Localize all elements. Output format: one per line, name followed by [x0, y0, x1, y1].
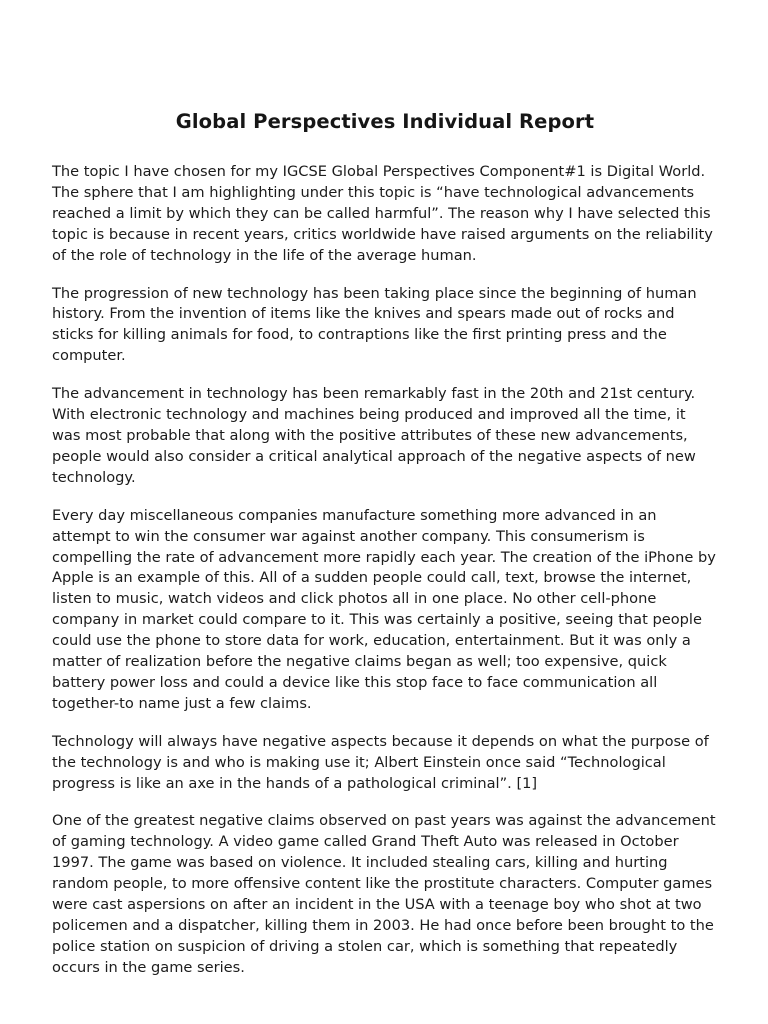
paragraph-technology-history: The progression of new technology has been taking place since the beginning of human history. From the invention of items like the knives and spears made out of rocks and sticks for killing animals for food, to contraptions like the first printing press and the computer. — [52, 284, 697, 365]
paragraph-topic-introduction: The topic I have chosen for my IGCSE Global Perspectives Component#1 is Digital World. The sphere that I am highlighting under this topic is “have technological advancements reached a limit by which they can be called harmful”. The reason why I have selected this topic is because in recent years, critics worldwide have raised arguments on the reliability of the role of technology in the life of the average human. — [52, 163, 713, 264]
document-title: Global Perspectives Individual Report — [175, 110, 595, 133]
paragraph-modern-advancement: The advancement in technology has been remarkably fast in the 20th and 21st century. With electronic technology and machines being produced and improved all the time, it was most probable that along with the positive attributes of these new advancements, people would also consider a critical analytical approach of the negative aspects of new technology. — [52, 385, 696, 486]
paragraph-consumerism-iphone: Every day miscellaneous companies manufacture something more advanced in an attempt to win the consumer war against another company. This consumerism is compelling the rate of advancement more rapidly each year. The creation of the iPhone by Apple is an example of this. All of a sudden people could call, text, browse the internet, listen to music, watch videos and click photos all in one place. No other cell-phone company in market could compare to it. This was certainly a positive, seeing that people could use the phone to store data for work, education, entertainment. But it was only a matter of realization before the negative claims began as well; too expensive, quick battery power loss and could a device like this stop face to face communication all together-to name just a few claims. — [52, 506, 716, 712]
paragraph-einstein-quote: Technology will always have negative aspects because it depends on what the purpose of the technology is and who is making use it; Albert Einstein once said “Technological progress is like an axe in the hands of a pathological criminal”. [1] — [52, 732, 709, 792]
paragraph-gaming-technology: One of the greatest negative claims observed on past years was against the advancement of gaming technology. A video game called Grand Theft Auto was released in October 1997. The game was based on violence. It included stealing cars, killing and hurting random people, to more offensive content like the prostitute characters. Computer games were cast aspersions on after an incident in the USA with a teenage boy who shot at two policemen and a dispatcher, killing them in 2003. He had once before been brought to the police station on suspicion of driving a stolen car, which is something that repeatedly occurs in the game series. — [52, 812, 716, 976]
